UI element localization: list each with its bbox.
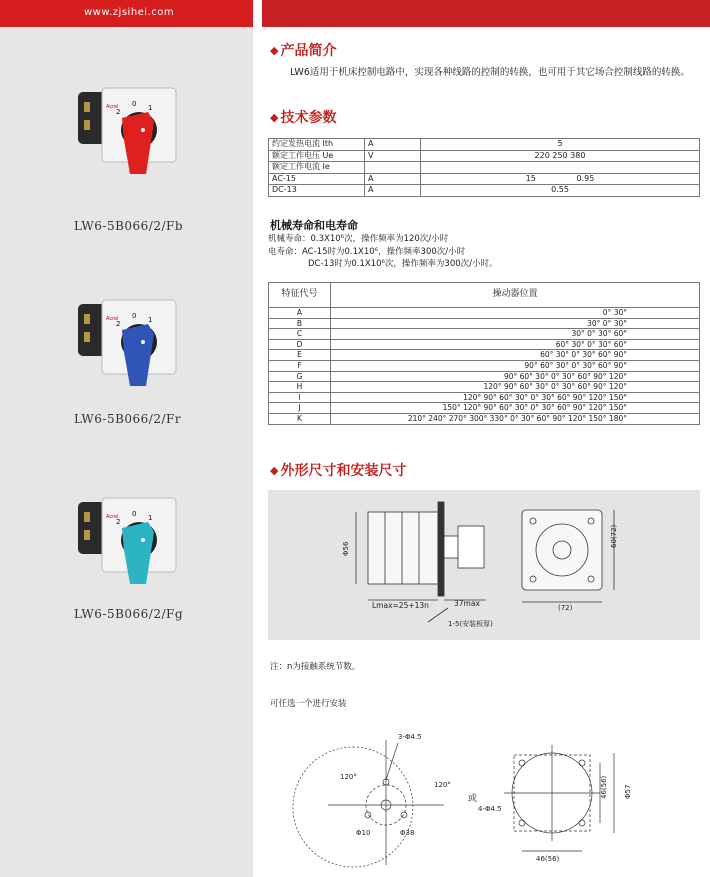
svg-text:46(56): 46(56) xyxy=(600,775,608,799)
dims-title: ◆ 外形尺寸和安装尺寸 xyxy=(270,463,407,479)
svg-text:1: 1 xyxy=(148,514,153,522)
svg-text:Φ56: Φ56 xyxy=(342,541,350,556)
product-photo-fb xyxy=(74,78,184,188)
intro-text: LW6适用于机床控制电路中，实现各种线路的控制的转换，也可用于其它场合控制线路的转换。 xyxy=(290,67,690,78)
table-row: J 150° 120° 90° 60° 30° 0° 30° 60° 90° 120° 150° xyxy=(269,403,700,414)
table-row: F 90° 60° 30° 0° 30° 60° 90° xyxy=(269,360,700,371)
table-row: 约定发热电流 Ith A 5 xyxy=(269,139,700,151)
tech-table xyxy=(268,138,700,197)
svg-text:(72): (72) xyxy=(558,604,573,612)
product-photo-fr xyxy=(74,290,184,400)
svg-text:37max: 37max xyxy=(454,599,480,608)
product-caption-fg: LW6-5B066/2/Fg xyxy=(74,607,184,621)
svg-text:Acrel: Acrel xyxy=(106,104,119,110)
table-row: I 120° 90° 60° 30° 0° 30° 60° 90° 120° 150° xyxy=(269,392,700,403)
table-row: D 60° 30° 0° 30° 60° xyxy=(269,339,700,350)
svg-text:1-5(安装板厚): 1-5(安装板厚) xyxy=(448,620,493,628)
table-row: AC-15 A 15 0.95 xyxy=(269,173,700,185)
svg-text:Φ38: Φ38 xyxy=(400,829,415,837)
dimension-drawing xyxy=(268,490,700,640)
mounting-drawing xyxy=(268,725,708,875)
position-table xyxy=(268,282,700,425)
table-row: 额定工作电压 Ue V 220 250 380 xyxy=(269,150,700,162)
svg-text:或: 或 xyxy=(468,794,478,804)
svg-text:2: 2 xyxy=(116,108,121,116)
svg-text:120°: 120° xyxy=(434,781,451,789)
life-text: 机械寿命：0.3X10⁶次，操作频率为120次/小时 电寿命：AC-15时为0.1X10⁶，操作频率300次/小时 DC-13时为0.1X10⁶次，操作频率为300次/小时。 xyxy=(268,234,498,269)
svg-text:3-Φ4.5: 3-Φ4.5 xyxy=(398,733,422,741)
svg-text:120°: 120° xyxy=(340,773,357,781)
tech-title: ◆ 技术参数 xyxy=(270,110,337,126)
table-row: G 90° 60° 30° 0° 30° 60° 90° 120° xyxy=(269,371,700,382)
table-header-row: 特征代号 操动器位置 xyxy=(269,283,700,308)
svg-text:Acrel: Acrel xyxy=(106,316,119,322)
svg-text:2: 2 xyxy=(116,518,121,526)
svg-text:0: 0 xyxy=(132,312,137,320)
product-caption-fr: LW6-5B066/2/Fr xyxy=(74,412,182,426)
svg-text:Lmax=25+13n: Lmax=25+13n xyxy=(372,601,429,610)
svg-text:2: 2 xyxy=(116,320,121,328)
table-row: A 0° 30° xyxy=(269,308,700,319)
table-row: E 60° 30° 0° 30° 60° 90° xyxy=(269,350,700,361)
product-photo-fg xyxy=(74,488,184,598)
note-n: 注：n为接触系统节数。 xyxy=(270,662,361,672)
table-row: DC-13 A 0.55 xyxy=(269,185,700,197)
life-title: 机械寿命和电寿命 xyxy=(270,219,358,232)
header-bar xyxy=(0,0,253,27)
svg-text:1: 1 xyxy=(148,316,153,324)
svg-text:Φ10: Φ10 xyxy=(356,829,371,837)
note-install: 可任选一个进行安装 xyxy=(270,699,347,709)
svg-text:1: 1 xyxy=(148,104,153,112)
intro-title: ◆ 产品简介 xyxy=(270,43,337,59)
table-row: H 120° 90° 60° 30° 0° 30° 60° 90° 120° xyxy=(269,382,700,393)
header-accent-bar xyxy=(262,0,710,27)
table-row: 额定工作电流 Ie xyxy=(269,162,700,174)
svg-text:0: 0 xyxy=(132,100,137,108)
svg-text:0: 0 xyxy=(132,510,137,518)
svg-text:Acrel: Acrel xyxy=(106,514,119,520)
product-caption-fb: LW6-5B066/2/Fb xyxy=(74,219,184,233)
svg-text:4-Φ4.5: 4-Φ4.5 xyxy=(478,805,502,813)
svg-text:Φ57: Φ57 xyxy=(624,784,632,799)
table-row: B 30° 0° 30° xyxy=(269,318,700,329)
table-row: C 30° 0° 30° 60° xyxy=(269,329,700,340)
svg-text:60(72): 60(72) xyxy=(610,524,618,548)
website-url[interactable]: www.zjsihei.com xyxy=(84,7,175,18)
table-row: K 210° 240° 270° 300° 330° 0° 30° 60° 90° 120° 150° 180° xyxy=(269,413,700,424)
svg-text:46(56): 46(56) xyxy=(536,855,560,863)
